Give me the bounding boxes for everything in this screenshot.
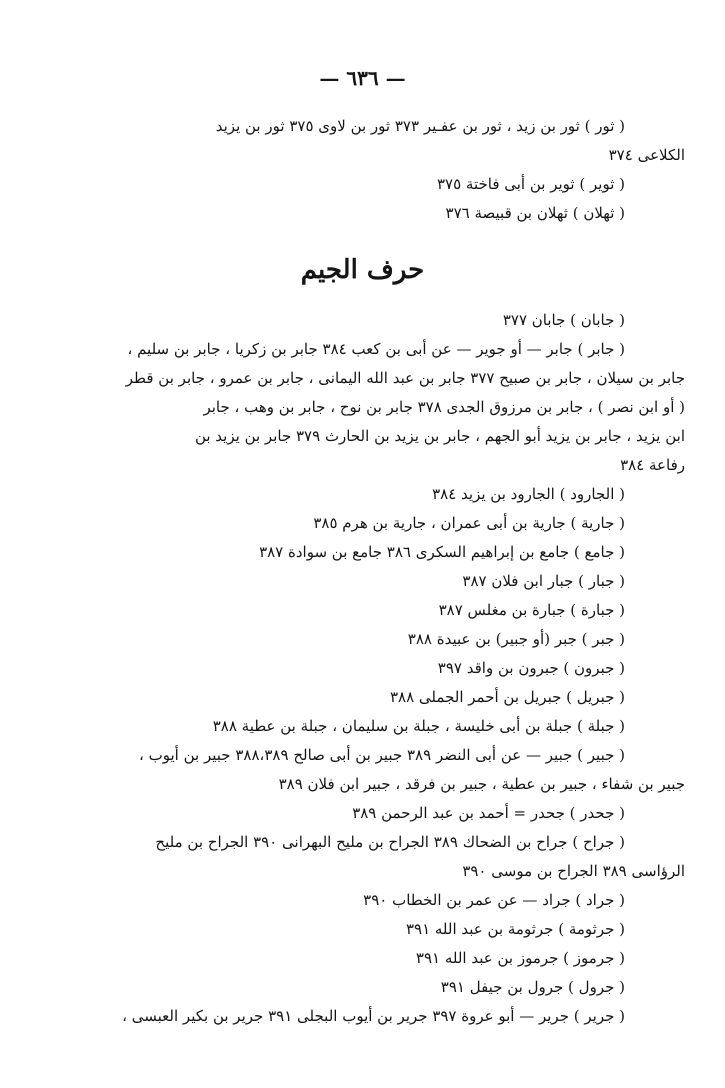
index-entry <box>40 712 685 741</box>
index-entry <box>40 112 685 170</box>
entry-first-line: ( جحدر ) جحدر = أحمد بن عبد الرحمن ٣٨٩ <box>352 804 625 822</box>
index-entry <box>40 683 685 712</box>
section-heading: حرف الجيم <box>300 255 425 285</box>
entry-first-line: ( جبرون ) جبرون بن واقد ٣٩٧ <box>437 659 625 677</box>
index-entry <box>40 199 685 228</box>
entry-continuation-line: ابن يزيد ، جابر بن يزيد أبو الجهم ، جابر بن يزيد بن الحارث ٣٧٩ جابر بن يزيد بن <box>194 427 685 445</box>
entry-first-line: ( جبار ) جبار ابن فلان ٣٨٧ <box>462 572 625 590</box>
entry-first-line: ( جراد ) جراد — عن عمر بن الخطاب ٣٩٠ <box>363 891 625 909</box>
entry-continuation-line: جبير بن شفاء ، جبير بن عطية ، جبير بن فرقد ، جبير ابن فلان ٣٨٩ <box>278 775 685 793</box>
entry-first-line: ( جارية ) جارية بن أبى عمران ، جارية بن هرم ٣٨٥ <box>313 514 625 532</box>
index-entry <box>40 306 685 335</box>
entry-first-line: ( ثور ) ثور بن زيد ، ثور بن عفـير ٣٧٣ ثور بن لاوى ٣٧٥ ثور بن يزيد <box>215 117 625 135</box>
entry-first-line: ( جابان ) جابان ٣٧٧ <box>502 311 625 329</box>
entry-continuation-line: ( أو ابن نصر ) ، جابر بن مرزوق الجدى ٣٧٨ جابر بن نوح ، جابر بن وهب ، جابر <box>203 398 685 416</box>
entry-continuation-line: رفاعة ٣٨٤ <box>620 456 685 474</box>
index-entry <box>40 335 685 480</box>
index-entry <box>40 799 685 828</box>
index-entry <box>40 625 685 654</box>
index-entry <box>40 1002 685 1031</box>
entry-first-line: ( جبارة ) جبارة بن مغلس ٣٨٧ <box>438 601 625 619</box>
page-number: — ٦٣٦ — <box>319 66 406 90</box>
entry-first-line: ( جبر ) جبر (أو جبير) بن عبيدة ٣٨٨ <box>407 630 625 648</box>
entries-after-section <box>40 306 685 1031</box>
entry-first-line: ( جامع ) جامع بن إبراهيم السكرى ٣٨٦ جامع بن سوادة ٣٨٧ <box>259 543 625 561</box>
entry-first-line: ( جرول ) جرول بن جيفل ٣٩١ <box>440 978 625 996</box>
entry-first-line: ( جبلة ) جبلة بن أبى خليسة ، جبلة بن سليمان ، جبلة بن عطية ٣٨٨ <box>212 717 625 735</box>
index-entry <box>40 654 685 683</box>
entries-before-section <box>40 112 685 228</box>
index-entry <box>40 170 685 199</box>
index-entry <box>40 944 685 973</box>
entry-first-line: ( جبريل ) جبريل بن أحمر الجملى ٣٨٨ <box>389 688 625 706</box>
index-entry <box>40 567 685 596</box>
entry-continuation-line: الرؤاسى ٣٨٩ الجراح بن موسى ٣٩٠ <box>462 862 685 880</box>
index-entry <box>40 480 685 509</box>
entry-first-line: ( جرير ) جرير — أبو عروة ٣٩٧ جرير بن أيوب البجلى ٣٩١ جرير بن بكير العبسى ، <box>122 1007 625 1025</box>
index-entry <box>40 596 685 625</box>
index-entry <box>40 915 685 944</box>
top-spacer <box>40 98 685 112</box>
book-page <box>40 58 685 1068</box>
entry-first-line: ( جابر ) جابر — أو جوير — عن أبى بن كعب ٣٨٤ جابر بن زكريا ، جابر بن سليم ، <box>127 340 625 358</box>
entry-first-line: ( جراح ) جراح بن الضحاك ٣٨٩ الجراح بن مليح البهرانى ٣٩٠ الجراح بن مليح <box>155 833 625 851</box>
index-entry <box>40 973 685 1002</box>
entry-first-line: ( جرثومة ) جرثومة بن عبد الله ٣٩١ <box>405 920 625 938</box>
index-entry <box>40 538 685 567</box>
index-entry <box>40 828 685 886</box>
index-entry <box>40 741 685 799</box>
entry-first-line: ( جبير ) جبير — عن أبى النضر ٣٨٩ جبير بن أبى صالح ٣٨٨،٣٨٩ جبير بن أيوب ، <box>139 746 625 764</box>
entry-first-line: ( جرموز ) جرموز بن عبد الله ٣٩١ <box>415 949 625 967</box>
entry-continuation-line: جابر بن سيلان ، جابر بن صبيح ٣٧٧ جابر بن عبد الله اليمانى ، جابر بن عمرو ، جابر بن قطر <box>125 369 685 387</box>
entry-first-line: ( الجارود ) الجارود بن يزيد ٣٨٤ <box>432 485 625 503</box>
index-entry <box>40 886 685 915</box>
index-entry <box>40 509 685 538</box>
entry-first-line: ( ثهلان ) ثهلان بن قبيصة ٣٧٦ <box>445 204 625 222</box>
entry-first-line: ( ثوير ) ثوير بن أبى فاختة ٣٧٥ <box>436 175 625 193</box>
entry-continuation-line: الكلاعى ٣٧٤ <box>608 146 685 164</box>
